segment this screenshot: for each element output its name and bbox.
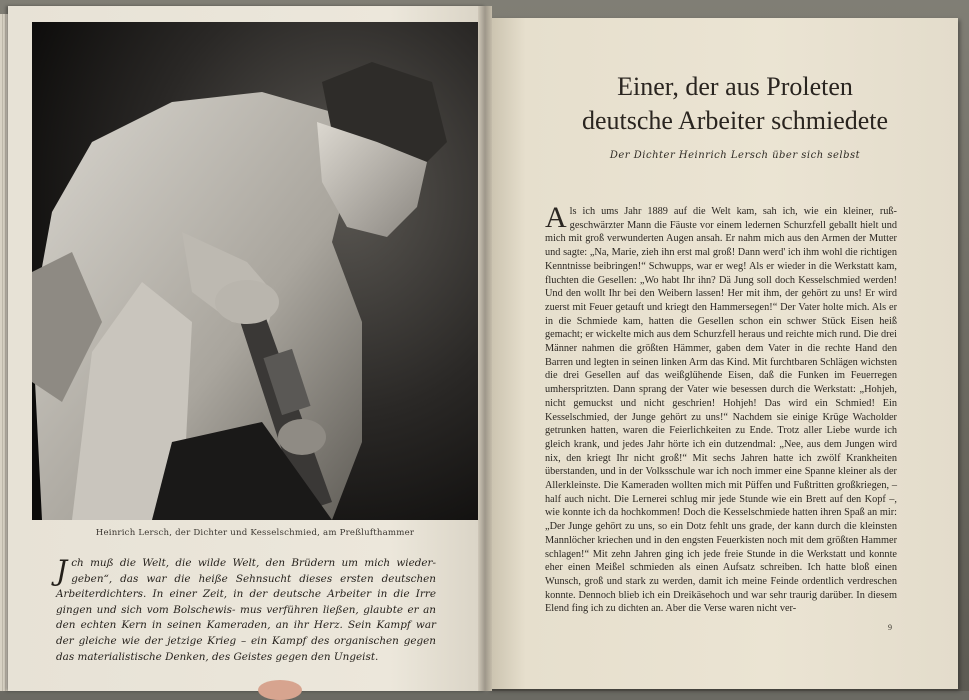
article-body (545, 201, 897, 616)
drop-cap: A (545, 201, 567, 234)
portrait-photo (32, 22, 478, 520)
intro-paragraph (56, 556, 436, 665)
drop-cap: J (56, 554, 68, 587)
thumb (258, 680, 302, 700)
title-line-1: Einer, der aus Proleten (617, 72, 853, 101)
book-gutter (478, 6, 492, 691)
page-number: 9 (888, 623, 892, 632)
title-line-2: deutsche Arbeiter schmiedete (581, 106, 889, 135)
photo-caption: Heinrich Lersch, der Dichter und Kesselschmied, am Preßlufthammer (95, 528, 415, 538)
intro-text: ch muß die Welt, die wilde Welt, den Brüdern um mich wieder- geben“, das war die heiße Sehnsucht dieses ersten deutschen Arbeiterdichters. In einer Zeit, in der deutsche Arbeiter in die Irre gingen und sich vom Bolschewis- mus verführen ließen, glaubte er an den echten Kern in seinen Kameraden, an ihr Herz. Sein Kampf war der gleiche wie der jetzige Krieg – ein Kampf des organischen gegen das materialistische Denken, des Geistes gegen den Ungeist. (56, 557, 436, 663)
article-title (500, 70, 969, 138)
article-subtitle: Der Dichter Heinrich Lersch über sich selbst (609, 150, 861, 161)
article-body-text: ls ich ums Jahr 1889 auf die Welt kam, sah ich, wie ein kleiner, ruß- geschwärzter Mann die Fäuste vor einem ledernen Schurzfell geballt hielt und mich mit groß verwunderten Augen ansah. Er nahm mich aus den Armen der Mutter und sagte: „Na, Marie, zieh ihn erst mal groß! Dann werd' ich ihm wohl die richtigen Kenntnisse beibringen!“ Schwupps, war er weg! Als er wieder in die Werkstatt kam, fluchten die Gesellen: „Wo habt Ihr ihn? Dä Jung soll doch Kesselschmied werden! Und den wollt Ihr bei den Weibern lassen! Her mit ihm, der gehört zu uns! Er wird zuerst mit Feuer getauft und kriegt den Hammersegen!“ Der Vater holte mich. Als er in die Schmiede kam, hatten die Gesellen schon ein schwer Stück Eisen heiß gemacht; er wickelte mich aus dem Schurzfell heraus und reichte mich rund. Die drei Männer nahmen die größten Hämmer, gaben dem Vater in die rechte Hand den Barren und legten in seinen linken Arm das Kind. Mit furchtbaren Schlägen wichsten die drei Gesellen auf das weißglühende Eisen, daß die Funken im Feuerregen umherspritzten. Dann sprang der Vater wie besessen durch die Werkstatt: „Hohjeh, nicht gemuckst und nicht geschrien! Hohjeh! Das wird ein Schmied! Ein Kesselschmied, der Junge gehört zu uns!“ Nachdem sie einige Krüge Wacholder getrunken hatten, waren die Feierlichkeiten zu Ende. Trotz aller Liebe wurde ich gleich krank, und jedes Jahr hörte ich ein dutzendmal: „Nee, aus dem Jungen wird nix, den kriegt Ihr nicht groß!“ Mit sechs Jahren hatte ich zwölf Krankheiten überstanden, und in der Volksschule war ich noch immer eine Spanne kleiner als der Allerkleinste. Die Kameraden wollten mich mit Püffen und Fußtritten großkriegen, – half auch nicht. Die Lernerei schlug mir jede Stunde wie ein Brett auf den Kopf –, wie konnte ich da hochkommen! Doch die Kesselschmiede hatten ihren Spaß an mir: „Der Junge gehört zu uns, so ein Dotz fehlt uns grade, der kann durch die kleinsten Mannlöcher kriechen und in den engsten Feuerkisten noch mit dem größten Hammer schlagen!“ Mit zehn Jahren ging ich jede freie Stunde in die Werkstatt und konnte eher einen Meißel schmieden als einen Aufsatz schreiben. Ich hatte bloß einen Wunsch, groß und stark zu werden, damit ich meine Feinde ordentlich verdreschen konnte. Dennoch blieb ich ein Dreikäsehoch und war sehr traurig darüber. In diesem Elend fing ich zu dichten an. Aber die Verse waren nicht ver- (545, 206, 897, 615)
